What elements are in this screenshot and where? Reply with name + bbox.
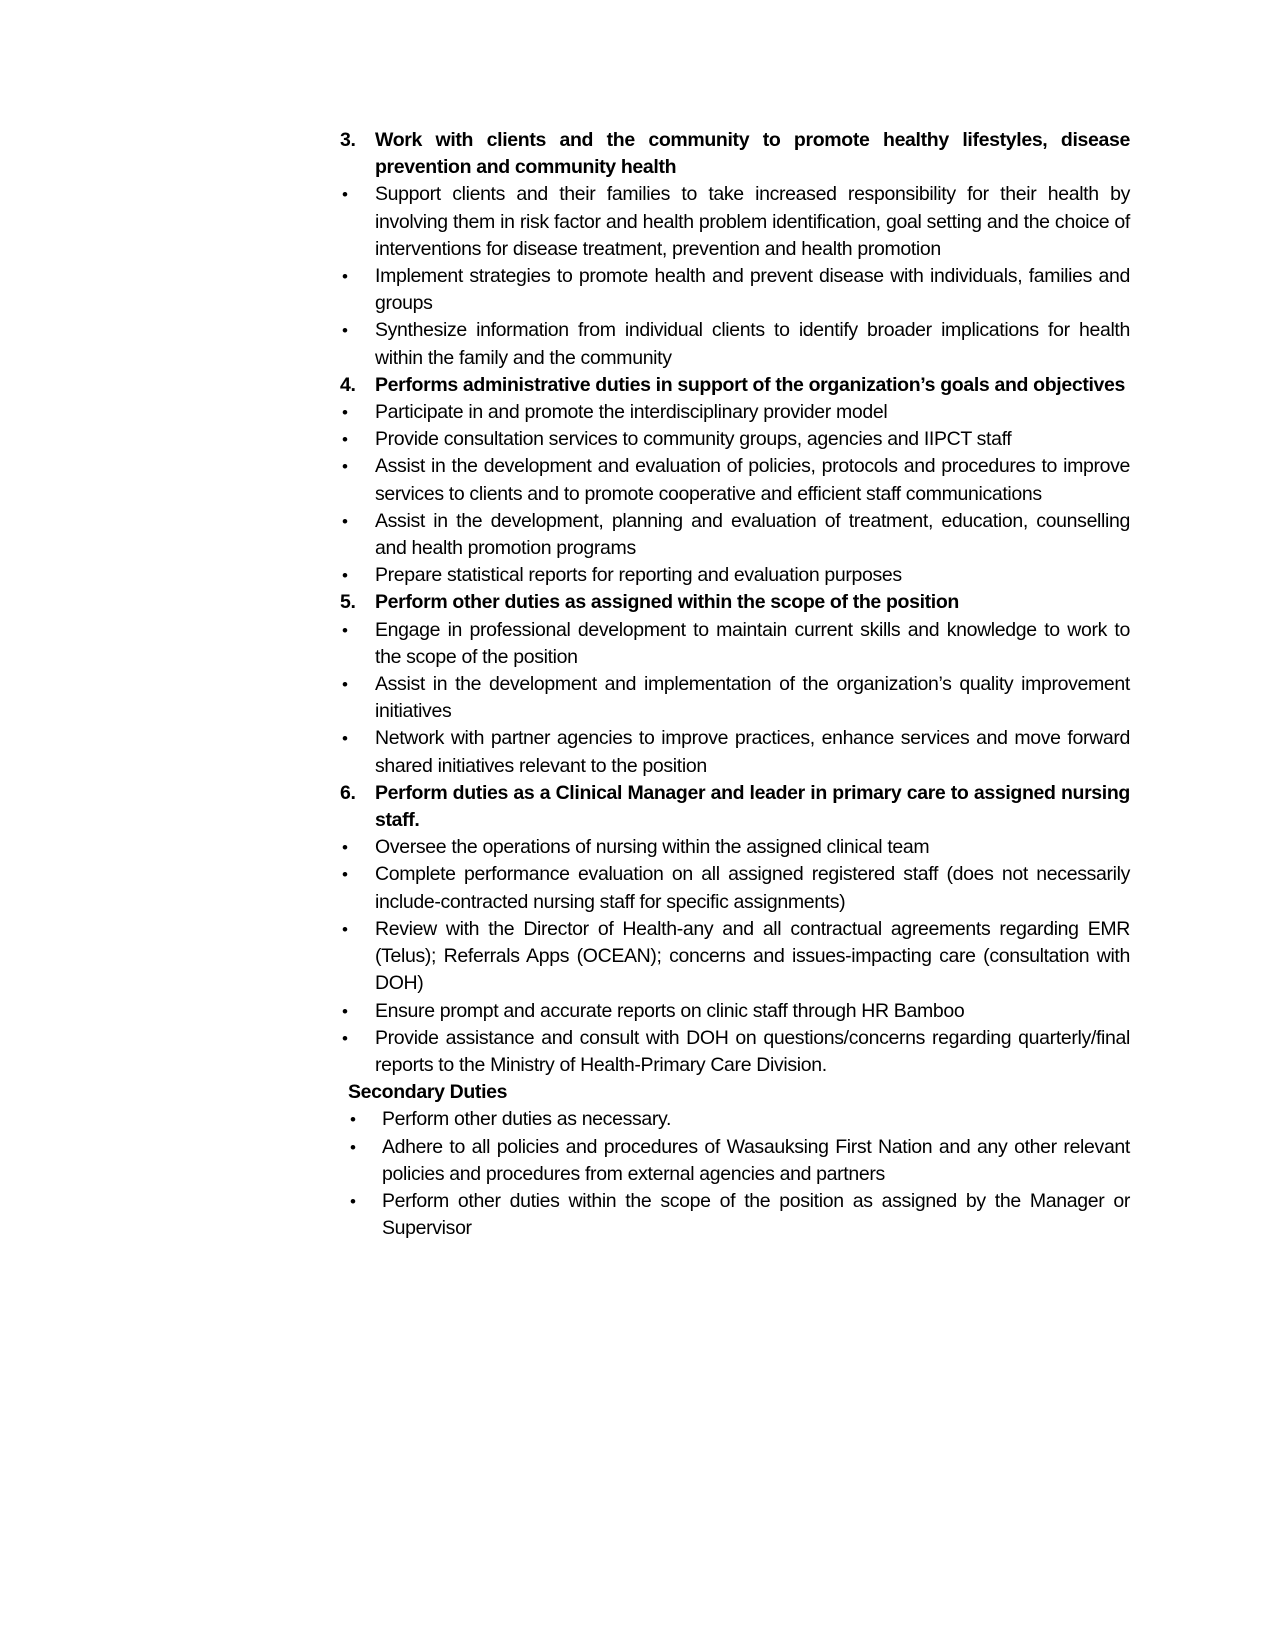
bullet-icon: • bbox=[342, 185, 348, 205]
list-item: • Perform other duties as necessary. bbox=[340, 1106, 1130, 1133]
bullet-icon: • bbox=[342, 838, 348, 858]
bullet-icon: • bbox=[342, 457, 348, 477]
bullet-icon: • bbox=[342, 919, 348, 939]
bullet-icon: • bbox=[342, 1028, 348, 1048]
bullet-icon: • bbox=[350, 1191, 356, 1211]
bullet-icon: • bbox=[342, 511, 348, 531]
list-item: • Provide assistance and consult with DOH on questions/concerns regarding quarterly/final reports to the Ministry of Health-Primary Care Division. bbox=[342, 1026, 1130, 1076]
list-item: • Participate in and promote the interdisciplinary provider model bbox=[340, 399, 1130, 426]
section-heading bbox=[340, 127, 1130, 181]
section-heading bbox=[340, 589, 1130, 616]
bullet-icon: • bbox=[342, 729, 348, 749]
section-heading bbox=[340, 372, 1130, 399]
list-item: • Assist in the development and implementation of the organization’s quality improvement initiatives bbox=[342, 673, 1130, 723]
section-number: 5. bbox=[340, 591, 356, 614]
bullet-icon: • bbox=[342, 430, 348, 450]
section-title: Perform duties as a Clinical Manager and leader in primary care to assigned nursing staff. bbox=[375, 781, 1130, 832]
list-item: • Review with the Director of Health-any and all contractual agreements regarding EMR (Telus); Referrals Apps (OCEAN); concerns and issues-impacting care (consultation with DOH) bbox=[342, 917, 1130, 995]
bullet-icon: • bbox=[342, 321, 348, 341]
bullet-icon: • bbox=[342, 403, 348, 423]
secondary-duties-heading: Secondary Duties bbox=[348, 1081, 508, 1104]
list-item: • Ensure prompt and accurate reports on clinic staff through HR Bamboo bbox=[340, 998, 1130, 1025]
list-item: • Engage in professional development to maintain current skills and knowledge to work to the scope of the position bbox=[342, 618, 1130, 668]
list-item: • Provide consultation services to community groups, agencies and IIPCT staff bbox=[340, 426, 1130, 453]
bullet-icon: • bbox=[342, 865, 348, 885]
list-item: • Perform other duties within the scope of the position as assigned by the Manager or Supervisor bbox=[350, 1189, 1130, 1240]
bullet-icon: • bbox=[350, 1137, 356, 1157]
section-number: 3. bbox=[340, 129, 356, 151]
bullet-icon: • bbox=[342, 1001, 348, 1021]
section-heading bbox=[340, 780, 1130, 834]
list-item: • Complete performance evaluation on all assigned registered staff (does not necessarily include-contracted nursing staff for specific assignments) bbox=[342, 863, 1130, 913]
section-number: 6. bbox=[340, 781, 356, 804]
bullet-icon: • bbox=[342, 566, 348, 586]
list-item: • Network with partner agencies to improve practices, enhance services and move forward shared initiatives relevant to the position bbox=[342, 727, 1130, 777]
list-item: • Assist in the development and evaluation of policies, protocols and procedures to improve services to clients and to promote cooperative and efficient staff communications bbox=[342, 455, 1130, 505]
section-number: 4. bbox=[340, 373, 356, 396]
list-item: • Oversee the operations of nursing within the assigned clinical team bbox=[340, 834, 1130, 861]
section-title: Work with clients and the community to promote healthy lifestyles, disease prevention and community health bbox=[375, 129, 1130, 179]
bullet-icon: • bbox=[350, 1110, 356, 1130]
bullet-icon: • bbox=[342, 620, 348, 640]
bullet-icon: • bbox=[342, 267, 348, 287]
duties-list bbox=[340, 127, 1130, 1242]
list-item: • Implement strategies to promote health and prevent disease with individuals, families and groups bbox=[342, 265, 1130, 315]
list-item: • Support clients and their families to take increased responsibility for their health by involving them in risk factor and health problem identification, goal setting and the choice of interventions for disease treatment, prevention and health promotion bbox=[342, 183, 1130, 260]
section-title: Perform other duties as assigned within the scope of the position bbox=[375, 591, 959, 614]
secondary-duties-list bbox=[340, 1106, 1130, 1242]
list-item: • Assist in the development, planning and evaluation of treatment, education, counselling and health promotion programs bbox=[342, 509, 1130, 560]
list-item: • Synthesize information from individual clients to identify broader implications for health within the family and the community bbox=[342, 319, 1130, 369]
list-item: • Adhere to all policies and procedures of Wasauksing First Nation and any other relevant policies and procedures from external agencies and partners bbox=[350, 1135, 1130, 1185]
list-item: • Prepare statistical reports for reporting and evaluation purposes bbox=[340, 562, 1130, 589]
section-title: Performs administrative duties in support of the organization’s goals and objectives bbox=[375, 373, 1126, 396]
bullet-icon: • bbox=[342, 675, 348, 695]
